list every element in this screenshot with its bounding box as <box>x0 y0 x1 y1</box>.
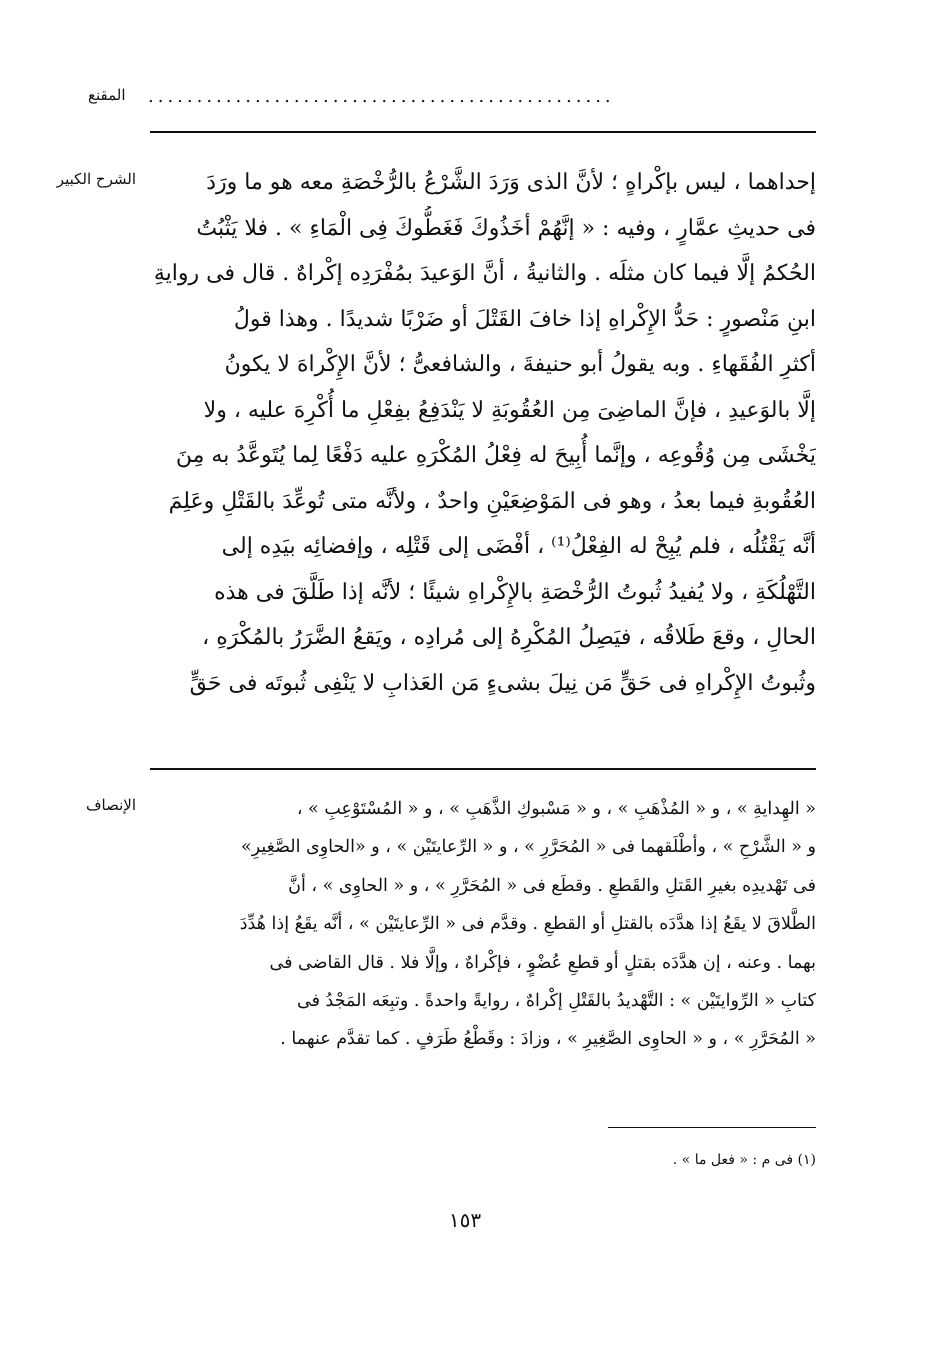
header-rule <box>150 131 816 133</box>
main-line: الحُكمُ إلَّا فيما كان مثلَه . والثانيةُ ، أنَّ الوَعيدَ بمُفْرَدِه إكْراهٌ . قال فى روايةِ <box>153 261 816 286</box>
insaf-line: بهما . وعنه ، إن هدَّدَه بقتلٍ أو قطعِ عُضْوٍ ، فإكْراهٌ ، وإلَّا فلا . قال القاضى فى <box>269 952 816 973</box>
insaf-text <box>150 790 816 1059</box>
header-leader-dots: ................................................ <box>148 88 615 106</box>
page-number: ١٥٣ <box>448 1208 482 1232</box>
insaf-line: كتابِ « الرِّوايتَيْن » : التَّهْديدُ بالقَتْلِ إكْراهٌ ، روايةً واحدةً . وتبِعَه المَجْدُ فى <box>297 991 816 1012</box>
main-line: إلَّا بالوَعيدِ ، فإنَّ الماضِىَ مِن العُقُوبَةِ لا يَنْدَفِعُ بفِعْلِ ما أُكْرِهَ عليه ، ولا <box>203 397 816 423</box>
main-line: التَّهْلُكَةِ ، ولا يُفيدُ ثُبوتُ الرُّخْصَةِ بالإِكْراهِ شيئًا ؛ لأنَّه إذا طَلَّقَ فى هذه <box>214 579 816 605</box>
footnote-rule <box>608 1127 816 1128</box>
section-divider <box>150 768 816 770</box>
running-title: المقنع <box>88 86 126 104</box>
main-line: إحداهما ، ليس بإكْراهٍ ؛ لأنَّ الذى وَرَدَ الشَّرْعُ بالرُّخْصَةِ معه هو ما ورَدَ <box>206 170 816 195</box>
main-line: يَخْشَى مِن وُقُوعِه ، وإنَّما أُبِيحَ له فِعْلُ المُكْرَهِ عليه دَفْعًا لِما يُتَوعَّدُ به مِنَ <box>175 443 816 468</box>
insaf-label: الإنصاف <box>85 796 136 814</box>
insaf-line: « الهِدايةِ » ، و « المُذْهَبِ » ، و « مَسْبوكِ الذَّهَبِ » ، و « المُسْتَوْعِبِ » ، <box>296 799 816 819</box>
main-line: أكثرِ الفُقَهاءِ . وبه يقولُ أبو حنيفةَ ، والشافعىُّ ؛ لأنَّ الإِكْراهَ لا يكونُ <box>224 352 816 377</box>
main-line: العُقُوبةِ فيما بعدُ ، وهو فى المَوْضِعَيْنِ واحدٌ ، ولأنَّه متى تُوعِّدَ بالقَتْلِ وعَلِمَ <box>168 488 816 514</box>
footnote: (١) فى م : « فعل ما » . <box>672 1152 816 1168</box>
main-line: الحالِ ، وقعَ طَلاقُه ، فيَصِلُ المُكْرِهُ إلى مُرادِه ، ويَقعُ الضَّرَرُ بالمُكْرَهِ ، <box>202 625 816 650</box>
main-line: فى حديثِ عمَّارٍ ، وفيه : « إنَّهُمْ أخَذُوكَ فَغَطُّوكَ فِى الْمَاءِ » . فلا يَثْبُتُ <box>196 215 816 241</box>
insaf-line: فى تَهْديدِه بغيرِ القَتلِ والقَطعِ . وقطَع فى « المُحَرَّرِ » ، و « الحاوِى » ، أنَّ <box>288 875 816 896</box>
main-line: وثُبوتُ الإِكْراهِ فى حَقٍّ مَن نِيلَ بشىءٍ مَن العَذابِ لا يَنْفِى ثُبوتَه فى حَقٍّ <box>189 670 816 696</box>
insaf-line: « المُحَرَّرِ » ، و « الحاوِى الصَّغِيرِ » ، وزادَ : وقَطْعُ طَرَفٍ . كما تقدَّم عنهما . <box>280 1029 816 1050</box>
main-line: ابنِ مَنْصورٍ : حَدُّ الإِكْراهِ إذا خافَ القَتْلَ أو ضَرْبًا شديدًا . وهذا قولُ <box>233 306 816 332</box>
sharh-label: الشرح الكبير <box>56 170 136 188</box>
main-line: أنَّه يَقْتُلُه ، فلم يُبِحْ له الفِعْلُ⁽¹⁾ ، أفْضَى إلى قَتْلِه ، وإفضائِه بيَدِه إلى <box>221 534 816 559</box>
insaf-line: و « الشَّرْحِ » ، وأطْلَقهما فى « المُحَرَّرِ » ، و « الرِّعايتَيْن » ، و «الحاوِى الصَّغِيرِ» <box>240 837 816 858</box>
main-text <box>150 160 816 706</box>
insaf-line: الطَّلاقَ لا يقَعُ إذا هدَّدَه بالقتلِ أو القطعِ . وقدَّم فى « الرِّعايتَيْن » ، أنَّه يقَعُ إذا هُدِّدَ <box>239 914 816 935</box>
